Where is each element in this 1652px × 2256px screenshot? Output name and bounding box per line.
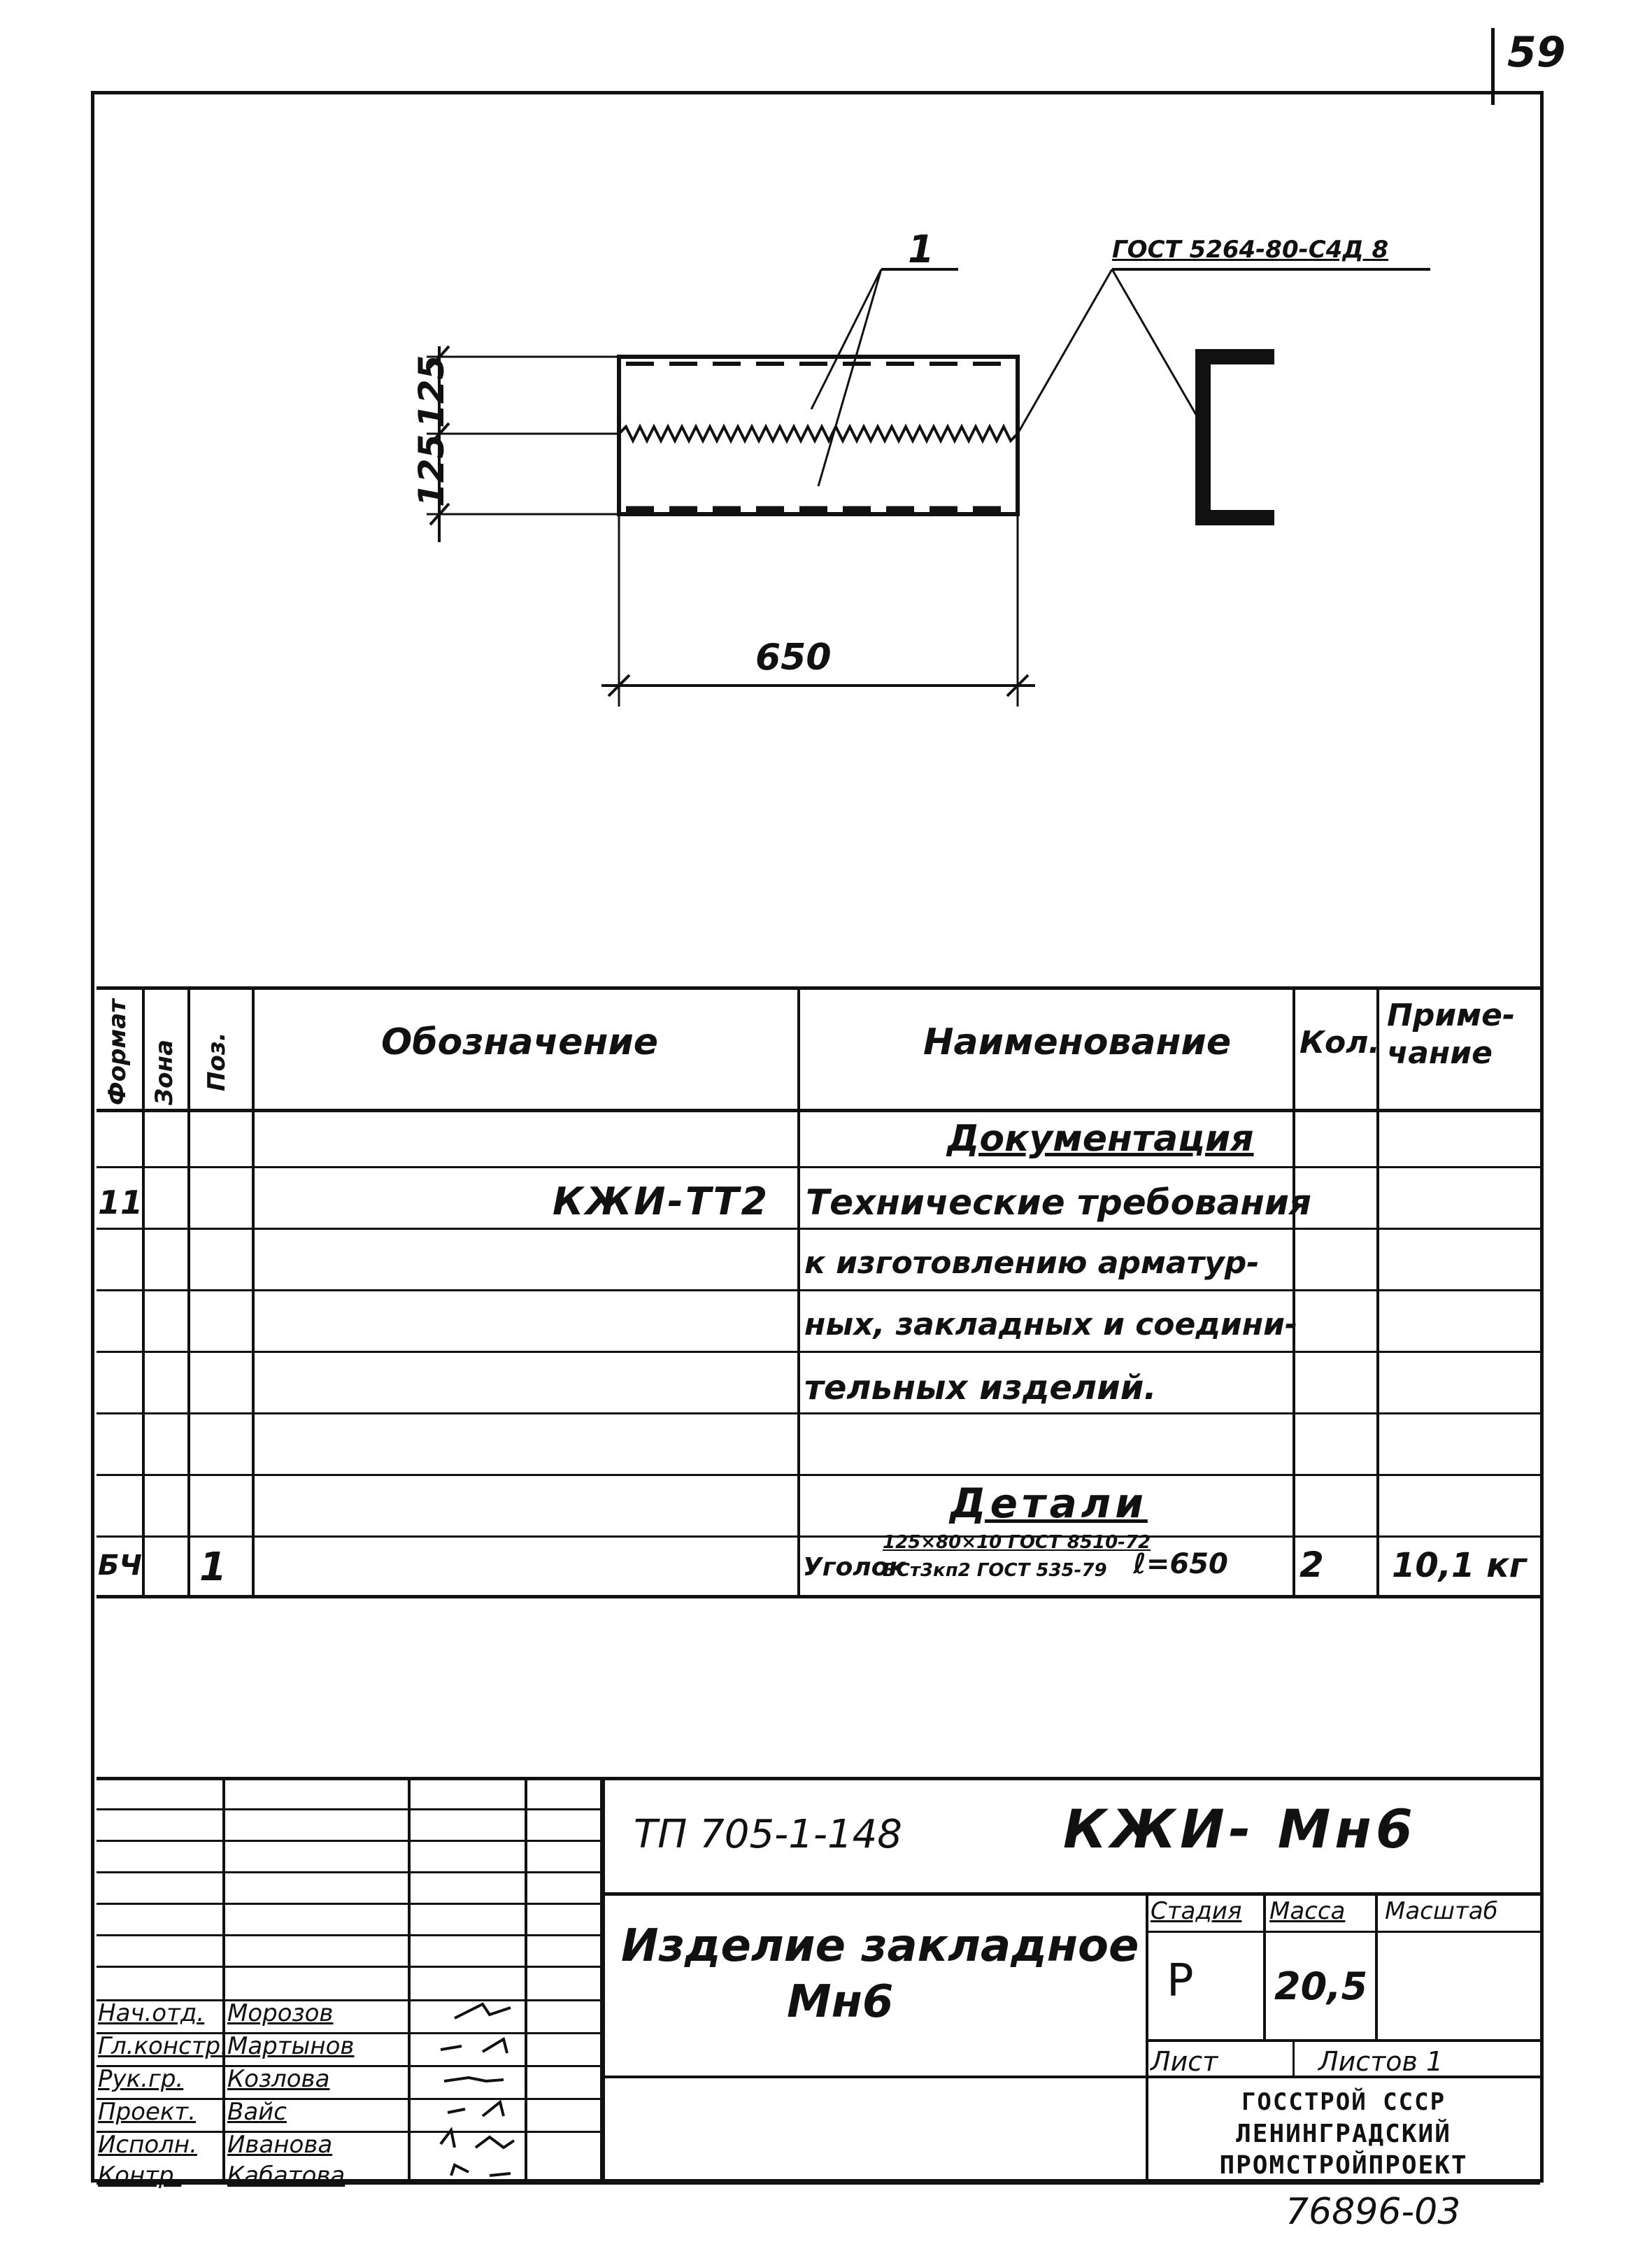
org-line3: ПРОМСТРОЙПРОЕКТ: [1219, 2151, 1468, 2180]
sig-name-2: Мартынов: [227, 2032, 355, 2060]
sheet-label: Лист: [1151, 2046, 1218, 2077]
sig-name-5: Иванова: [227, 2131, 333, 2159]
leader-label-1: 1: [908, 227, 934, 271]
header-zone: Зона: [150, 1040, 178, 1105]
sig-name-4: Вайс: [227, 2098, 287, 2126]
sig-role-4: Проект.: [98, 2098, 197, 2126]
sig-name-1: Морозов: [227, 1999, 334, 2027]
row-name-tech-req: Технические требования: [806, 1182, 1312, 1223]
row-angle-length: ℓ=650: [1133, 1548, 1228, 1580]
row-angle-numerator: 125×80×10 ГОСТ 8510-72: [883, 1532, 1151, 1553]
sig-role-3: Рук.гр.: [98, 2065, 184, 2093]
header-designation: Обозначение: [381, 1021, 659, 1063]
doc-code-prefix: ТП 705-1-148: [634, 1812, 902, 1857]
dim-label-lower: 125: [411, 434, 452, 507]
row-note-mass: 10,1 кг: [1392, 1546, 1527, 1585]
title-line2: Мн6: [787, 1976, 894, 2028]
row-qty-2: 2: [1299, 1545, 1324, 1585]
bottom-inventory-stamp: 76896-03: [1286, 2191, 1461, 2233]
row-name-line4: тельных изделий.: [804, 1368, 1157, 1407]
row-section-docs: Документация: [947, 1118, 1254, 1160]
spec-table: [97, 986, 1540, 1595]
page-number: 59: [1507, 28, 1566, 77]
title-line1: Изделие закладное: [621, 1920, 1139, 1972]
header-note: Приме- чание: [1387, 998, 1516, 1071]
sig-role-2: Гл.констр.: [98, 2032, 228, 2060]
row-designation-kzhi-tt2: КЖИ-ТТ2: [553, 1179, 770, 1223]
header-name: Наименование: [923, 1021, 1232, 1063]
row-format-bch: БЧ: [98, 1549, 142, 1582]
row-section-parts: Детали: [950, 1480, 1148, 1527]
row-format-11: 11: [98, 1184, 143, 1221]
drawing-canvas: [0, 0, 1652, 979]
sheets-label: Листов 1: [1318, 2046, 1444, 2077]
scale-label: Масштаб: [1385, 1897, 1498, 1925]
header-pos: Поз.: [203, 1032, 231, 1091]
org-line2: ЛЕНИНГРАДСКИЙ: [1236, 2120, 1451, 2148]
row-angle-denominator: ВСт3кп2 ГОСТ 535-79: [883, 1560, 1107, 1581]
sig-role-6: Контр.: [98, 2162, 182, 2190]
header-format: Формат: [104, 999, 131, 1105]
org-line1: ГОССТРОЙ СССР: [1241, 2088, 1446, 2116]
sig-role-5: Исполн.: [98, 2131, 197, 2159]
stage-value: Р: [1167, 1955, 1194, 2007]
doc-code: КЖИ- Мн6: [1063, 1798, 1417, 1860]
header-qty: Кол.: [1299, 1025, 1381, 1060]
signature-scribbles: [413, 1997, 532, 2186]
gost-weld-label: ГОСТ 5264-80-С4Д 8: [1112, 236, 1389, 264]
dim-label-width: 650: [755, 637, 832, 679]
dim-label-upper: 125: [411, 355, 452, 428]
row-name-angle-prefix: Уголок: [803, 1553, 906, 1582]
channel-section: [1203, 357, 1274, 518]
row-name-line2: к изготовлению арматур-: [804, 1245, 1260, 1281]
weld-leader-to-section: [1112, 269, 1203, 427]
weld-leader-to-seam: [1018, 269, 1112, 434]
weld-seam: [619, 427, 1018, 441]
sig-name-3: Козлова: [227, 2065, 330, 2093]
row-pos-1: 1: [199, 1545, 227, 1590]
mass-value: 20,5: [1274, 1964, 1368, 2008]
mass-label: Масса: [1269, 1897, 1346, 1925]
stage-label: Стадия: [1151, 1897, 1242, 1925]
row-name-line3: ных, закладных и соедини-: [804, 1307, 1298, 1342]
sig-name-6: Кабатова: [227, 2162, 346, 2190]
sig-role-1: Нач.отд.: [98, 1999, 205, 2027]
